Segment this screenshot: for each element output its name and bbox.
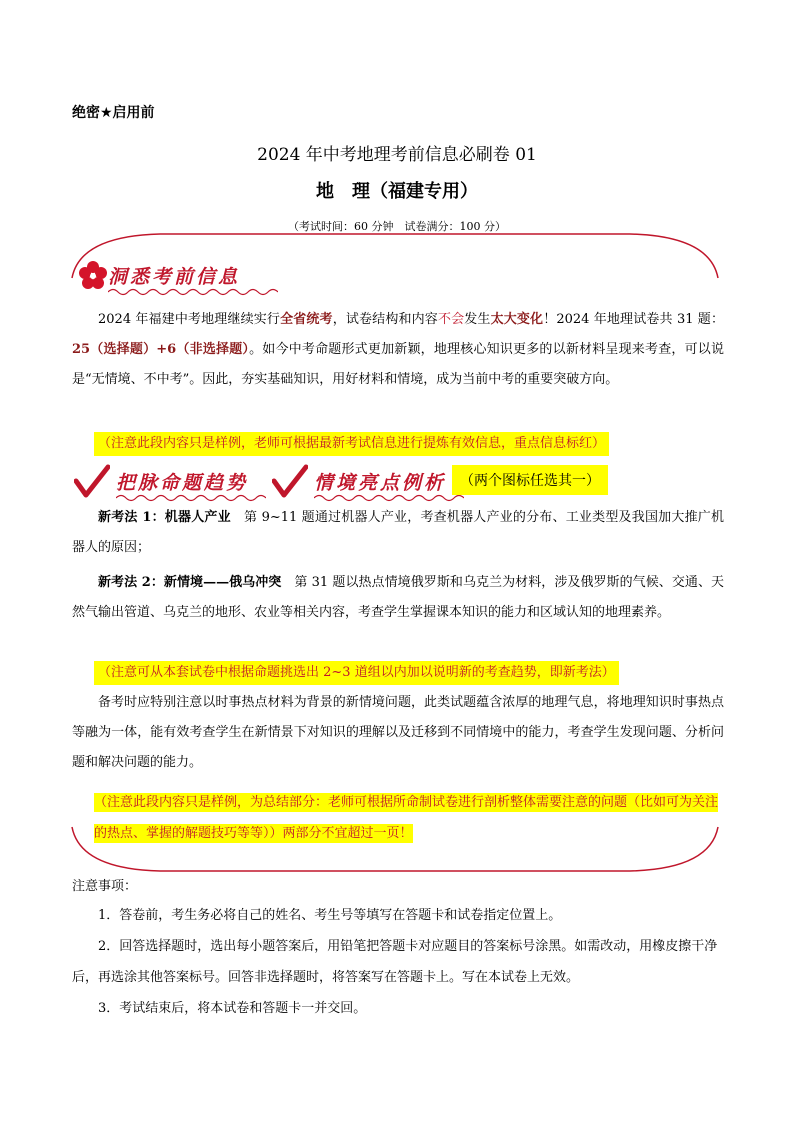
wave-underline <box>314 493 464 503</box>
checkmark-icon <box>74 463 110 499</box>
note-sample-2: （注意可从本套试卷中根据命题挑选出 2~3 道组以内加以说明新的考查趋势，即新考法） <box>94 661 619 685</box>
new-test-2: 新考法 2：新情境——俄乌冲突 第 31 题以热点情境俄罗斯和乌克兰为材料，涉及俄罗斯的气候、交通、天然气输出管道、乌克兰的地形、农业等相关内容，考查学生掌握课本知识的能力和区域认知的地理素养。 <box>72 575 724 620</box>
notice-item-3: 3．考试结束后，将本试卷和答题卡一并交回。 <box>98 1001 367 1016</box>
notice-item-1: 1．答卷前，考生务必将自己的姓名、考生号等填写在答题卡和试卷指定位置上。 <box>98 908 562 923</box>
notice-title: 注意事项： <box>72 879 138 894</box>
confidential-label: 绝密★启用前 <box>72 105 155 121</box>
checkmark-icon <box>272 463 308 499</box>
note-sample-3: （注意此段内容只是样例，为总结部分：老师可根据所命制试卷进行剖析整体需要注意的问题（比如可为关注的热点、掌握的解题技巧等等））两部分不宜超过一页！ <box>94 795 719 841</box>
choose-icon-label: （两个图标任选其一） <box>452 465 608 495</box>
note-sample-1: （注意此段内容只是样例，老师可根据最新考试信息进行提炼有效信息，重点信息标红） <box>94 432 609 456</box>
wave-underline <box>108 287 278 297</box>
notice-item-2: 2．回答选择题时，选出每小题答案后，用铅笔把答题卡对应题目的答案标号涂黑。如需改动，用橡皮擦干净后，再选涂其他答案标号。回答非选择题时，将答案写在答题卡上。写在本试卷上无效。 <box>72 939 718 985</box>
preparation-paragraph: 备考时应特别注意以时事热点材料为背景的新情境问题，此类试题蕴含浓厚的地理气息，将地理知识时事热点等融为一体，能有效考查学生在新情景下对知识的理解以及迁移到不同情境中的能力，考查学生发现问题、分析问题和解决问题的能力。 <box>72 695 724 770</box>
heading-text: 把脉命题趋势 <box>116 468 248 495</box>
exam-subject: 地 理（福建专用） <box>316 181 478 202</box>
flower-icon <box>78 260 108 290</box>
exam-title: 2024 年中考地理考前信息必刷卷 01 <box>257 145 537 165</box>
heading-text: 洞悉考前信息 <box>108 262 240 289</box>
exam-info-paragraph: 2024 年福建中考地理继续实行全省统考，试卷结构和内容不会发生太大变化！2024 年地理试卷共 31 题：25（选择题）+6（非选择题）。如今中考命题形式更加新颖，地理核心知识更多的以新材料呈现来考查，可以说是“无情境、不中考”。因此，夯实基础知识，用好材料和情境，成为当前中考的重要突破方向。 <box>72 312 724 387</box>
section-heading-exam-info <box>78 260 240 290</box>
new-test-1: 新考法 1：机器人产业 第 9~11 题通过机器人产业，考查机器人产业的分布、工业类型及我国加大推广机器人的原因； <box>72 510 724 555</box>
wave-underline <box>116 493 266 503</box>
exam-duration-info: （考试时间：60 分钟 试卷满分：100 分） <box>288 220 506 233</box>
bottom-divider-arc <box>70 825 720 875</box>
section-heading-trend <box>74 463 248 499</box>
heading-text: 情境亮点例析 <box>314 468 446 495</box>
section-heading-highlights <box>272 463 446 499</box>
